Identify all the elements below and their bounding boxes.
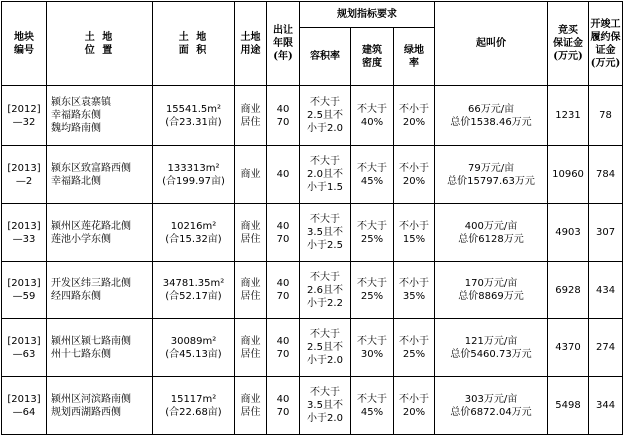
land-use: 商业 居住 — [235, 377, 267, 435]
start-price: 121万元/亩 总价5460.73万元 — [435, 319, 548, 377]
header-performance-deposit: 开竣工 履约保 证金 (万元) — [589, 2, 623, 86]
floor-area-ratio: 不大于 2.6且不 小于2.2 — [300, 262, 351, 319]
green-ratio: 不小于 15% — [394, 204, 435, 262]
location: 颍州区莲花路北侧 莲池小学东侧 — [47, 204, 153, 262]
term-years: 40 70 — [267, 319, 300, 377]
green-ratio: 不小于 20% — [394, 146, 435, 204]
area: 30089m² (合45.13亩) — [153, 319, 235, 377]
floor-area-ratio: 不大于 2.0且不 小于1.5 — [300, 146, 351, 204]
table-row — [2, 262, 623, 319]
floor-area-ratio: 不大于 2.5且不 小于2.0 — [300, 319, 351, 377]
term-years: 40 70 — [267, 86, 300, 146]
green-ratio: 不小于 35% — [394, 262, 435, 319]
land-use: 商业 居住 — [235, 319, 267, 377]
parcel-no: [2013] —64 — [2, 377, 47, 435]
green-ratio: 不小于 20% — [394, 86, 435, 146]
land-use: 商业 居住 — [235, 262, 267, 319]
header-start-price: 起叫价 — [435, 2, 548, 86]
floor-area-ratio: 不大于 3.5且不 小于2.5 — [300, 204, 351, 262]
header-location: 土 地 位 置 — [47, 2, 153, 86]
land-use: 商业 — [235, 146, 267, 204]
table-row — [2, 377, 623, 435]
bid-deposit: 1231 — [548, 86, 589, 146]
performance-deposit: 784 — [589, 146, 623, 204]
term-years: 40 — [267, 146, 300, 204]
bid-deposit: 6928 — [548, 262, 589, 319]
start-price: 170万元/亩 总价8869万元 — [435, 262, 548, 319]
land-use: 商业 居住 — [235, 86, 267, 146]
header-use: 土地 用途 — [235, 2, 267, 86]
green-ratio: 不小于 25% — [394, 319, 435, 377]
header-parcel-no: 地块 编号 — [2, 2, 47, 86]
building-density: 不大于 25% — [351, 204, 394, 262]
building-density: 不大于 45% — [351, 146, 394, 204]
performance-deposit: 344 — [589, 377, 623, 435]
header-row-1 — [2, 2, 623, 28]
header-area: 土 地 面 积 — [153, 2, 235, 86]
building-density: 不大于 25% — [351, 262, 394, 319]
start-price: 66万元/亩 总价1538.46万元 — [435, 86, 548, 146]
location: 颍东区致富路西侧 幸福路北侧 — [47, 146, 153, 204]
land-use: 商业 居住 — [235, 204, 267, 262]
building-density: 不大于 40% — [351, 86, 394, 146]
header-deposit: 竞买 保证金 (万元) — [548, 2, 589, 86]
header-density: 建筑 密度 — [351, 28, 394, 86]
building-density: 不大于 45% — [351, 377, 394, 435]
land-auction-table — [1, 1, 623, 435]
table-row — [2, 86, 623, 146]
term-years: 40 70 — [267, 262, 300, 319]
area: 15117m² (合22.68亩) — [153, 377, 235, 435]
start-price: 303万元/亩 总价6872.04万元 — [435, 377, 548, 435]
table-row — [2, 319, 623, 377]
bid-deposit: 4370 — [548, 319, 589, 377]
parcel-no: [2013] —33 — [2, 204, 47, 262]
term-years: 40 70 — [267, 204, 300, 262]
location: 开发区纬三路北侧 经四路东侧 — [47, 262, 153, 319]
header-far: 容积率 — [300, 28, 351, 86]
performance-deposit: 307 — [589, 204, 623, 262]
area: 15541.5m² (合23.31亩) — [153, 86, 235, 146]
performance-deposit: 78 — [589, 86, 623, 146]
floor-area-ratio: 不大于 2.5且不 小于2.0 — [300, 86, 351, 146]
area: 10216m² (合15.32亩) — [153, 204, 235, 262]
area: 34781.35m² (合52.17亩) — [153, 262, 235, 319]
parcel-no: [2012] —32 — [2, 86, 47, 146]
start-price: 79万元/亩 总价15797.63万元 — [435, 146, 548, 204]
performance-deposit: 434 — [589, 262, 623, 319]
header-indicators: 规划指标要求 — [300, 2, 435, 28]
green-ratio: 不小于 20% — [394, 377, 435, 435]
parcel-no: [2013] —59 — [2, 262, 47, 319]
table-row — [2, 146, 623, 204]
bid-deposit: 4903 — [548, 204, 589, 262]
header-term: 出让 年限 (年) — [267, 2, 300, 86]
header-green: 绿地 率 — [394, 28, 435, 86]
location: 颍东区袁寨镇 幸福路东侧 魏均路南侧 — [47, 86, 153, 146]
start-price: 400万元/亩 总价6128万元 — [435, 204, 548, 262]
area: 133313m² (合199.97亩) — [153, 146, 235, 204]
building-density: 不大于 30% — [351, 319, 394, 377]
location: 颍州区颍七路南侧 州十七路东侧 — [47, 319, 153, 377]
bid-deposit: 5498 — [548, 377, 589, 435]
location: 颍州区河滨路南侧 规划西湖路西侧 — [47, 377, 153, 435]
parcel-no: [2013] —2 — [2, 146, 47, 204]
parcel-no: [2013] —63 — [2, 319, 47, 377]
floor-area-ratio: 不大于 3.5且不 小于2.0 — [300, 377, 351, 435]
table-row — [2, 204, 623, 262]
term-years: 40 70 — [267, 377, 300, 435]
performance-deposit: 274 — [589, 319, 623, 377]
bid-deposit: 10960 — [548, 146, 589, 204]
